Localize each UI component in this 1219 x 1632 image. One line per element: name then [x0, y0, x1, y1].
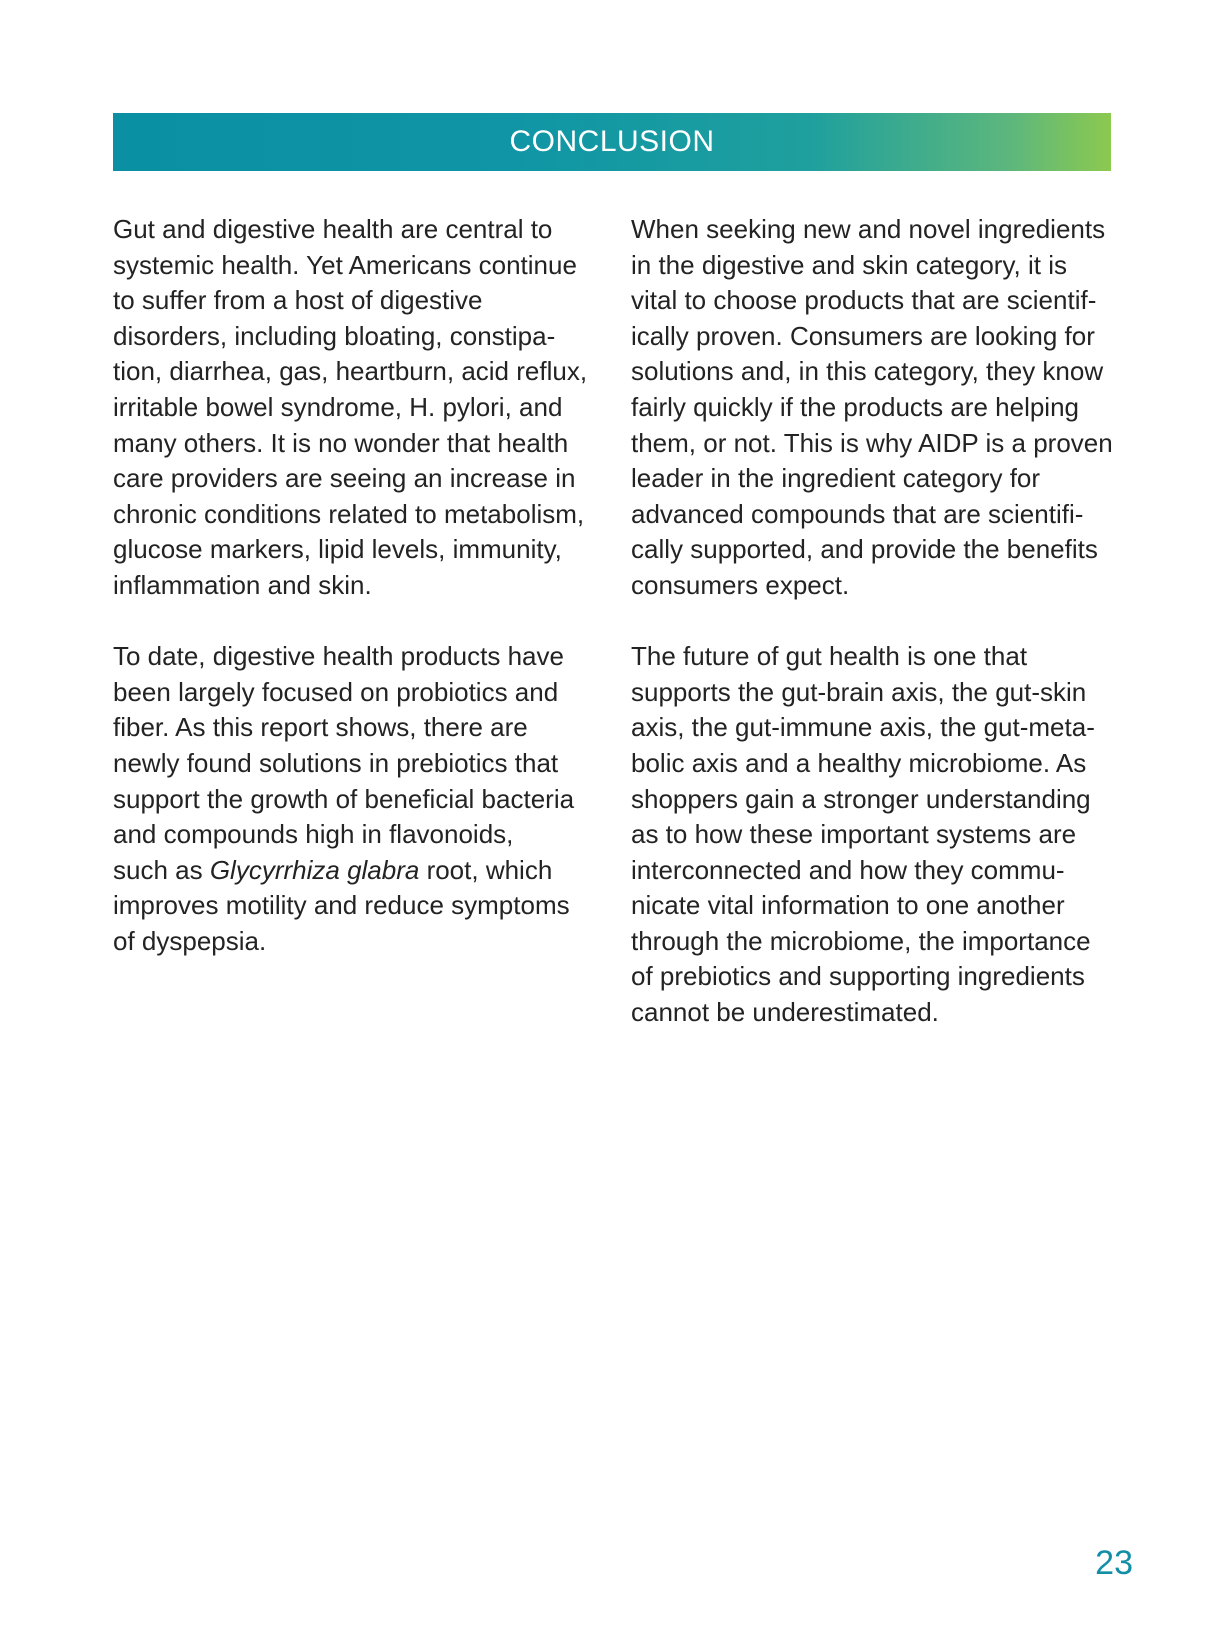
- text-line: ically proven. Consumers are looking for: [631, 320, 1095, 351]
- text-line: solutions and, in this category, they know: [631, 356, 1104, 387]
- species-name-italic: Glycyrrhiza glabra: [209, 854, 420, 885]
- text-line: irritable bowel syndrome, H. pylori, and: [113, 391, 563, 422]
- text-line: supports the gut-brain axis, the gut-skin: [631, 676, 1087, 707]
- text-line: and compounds high in flavonoids,: [113, 819, 514, 850]
- paragraph-novel-ingredients: [631, 212, 1121, 604]
- text-line: as to how these important systems are: [631, 819, 1077, 850]
- text-line: glucose markers, lipid levels, immunity,: [113, 534, 562, 565]
- text-line: to suffer from a host of digestive: [113, 285, 483, 316]
- text-line: care providers are seeing an increase in: [113, 463, 576, 494]
- text-line: shoppers gain a stronger understanding: [631, 783, 1091, 814]
- text-line: systemic health. Yet Americans continue: [113, 249, 577, 280]
- text-line: interconnected and how they commu-: [631, 854, 1065, 885]
- text-line: improves motility and reduce symptoms: [113, 890, 570, 921]
- text-line: nicate vital information to one another: [631, 890, 1065, 921]
- paragraph-gut-health-intro: [113, 212, 603, 604]
- paragraph-future-gut-health: [631, 639, 1121, 1031]
- text-line: of dyspepsia.: [113, 925, 267, 956]
- section-header-banner: [113, 113, 1111, 171]
- text-line: leader in the ingredient category for: [631, 463, 1041, 494]
- text-line: bolic axis and a healthy microbiome. As: [631, 747, 1087, 778]
- text-line: in the digestive and skin category, it is: [631, 249, 1067, 280]
- text-line-with-italic: [113, 853, 603, 889]
- text-line: consumers expect.: [631, 569, 850, 600]
- text-line: The future of gut health is one that: [631, 641, 1028, 672]
- text-line: fiber. As this report shows, there are: [113, 712, 528, 743]
- right-column: [631, 212, 1121, 1066]
- section-title: CONCLUSION: [509, 125, 715, 158]
- text-line: newly found solutions in prebiotics that: [113, 747, 559, 778]
- text-line: been largely focused on probiotics and: [113, 676, 559, 707]
- text-line: vital to choose products that are scientif-: [631, 285, 1097, 316]
- text-line: through the microbiome, the importance: [631, 925, 1091, 956]
- left-column: [113, 212, 603, 995]
- text-line: To date, digestive health products have: [113, 641, 564, 672]
- text-line: Gut and digestive health are central to: [113, 214, 553, 244]
- text-line: inflammation and skin.: [113, 569, 372, 600]
- text-line: When seeking new and novel ingredients: [631, 214, 1106, 244]
- text-line: support the growth of beneficial bacteria: [113, 783, 575, 814]
- text-line: many others. It is no wonder that health: [113, 427, 569, 458]
- text-line: cally supported, and provide the benefits: [631, 534, 1098, 565]
- text-line: chronic conditions related to metabolism,: [113, 498, 585, 529]
- paragraph-digestive-products: [113, 639, 603, 959]
- text-line: them, or not. This is why AIDP is a proven: [631, 427, 1113, 458]
- text-line: of prebiotics and supporting ingredients: [631, 961, 1085, 992]
- text-line: fairly quickly if the products are helping: [631, 391, 1080, 422]
- text-fragment: such as: [113, 854, 210, 885]
- text-line: tion, diarrhea, gas, heartburn, acid reflux,: [113, 356, 588, 387]
- text-line: disorders, including bloating, constipa-: [113, 320, 556, 351]
- text-line: advanced compounds that are scientifi-: [631, 498, 1084, 529]
- text-fragment: root, which: [419, 854, 553, 885]
- page-number: 23: [1095, 1544, 1133, 1582]
- text-line: axis, the gut-immune axis, the gut-meta-: [631, 712, 1095, 743]
- text-line: cannot be underestimated.: [631, 997, 939, 1028]
